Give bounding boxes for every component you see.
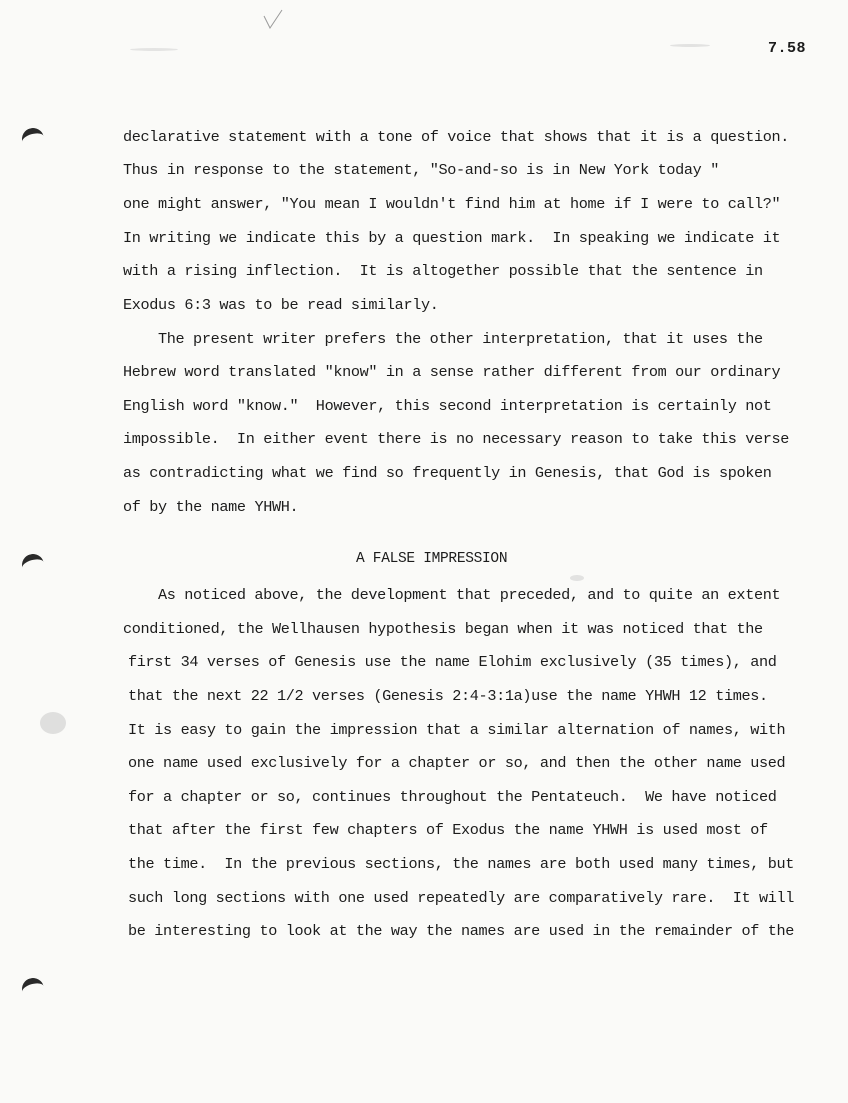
text-line: one name used exclusively for a chapter or so, and then the other name used xyxy=(128,754,786,772)
text-line: As noticed above, the development that preceded, and to quite an extent xyxy=(158,586,781,604)
text-line: Exodus 6:3 was to be read similarly. xyxy=(123,296,439,314)
binder-hole-mark-middle xyxy=(20,552,47,579)
text-line: It is easy to gain the impression that a similar alternation of names, with xyxy=(128,721,786,739)
text-line: such long sections with one used repeatedly are comparatively rare. It will xyxy=(128,889,795,907)
text-line: impossible. In either event there is no necessary reason to take this verse xyxy=(123,430,790,448)
scan-speck xyxy=(130,48,178,51)
text-line: Thus in response to the statement, "So-and-so is in New York today " xyxy=(123,161,719,179)
binder-hole-mark-top xyxy=(20,126,47,153)
text-line: the time. In the previous sections, the names are both used many times, but xyxy=(128,855,795,873)
text-line: first 34 verses of Genesis use the name Elohim exclusively (35 times), and xyxy=(128,653,777,671)
text-line: one might answer, "You mean I wouldn't find him at home if I were to call?" xyxy=(123,195,781,213)
text-line: The present writer prefers the other interpretation, that it uses the xyxy=(158,330,763,348)
text-line: for a chapter or so, continues throughout the Pentateuch. We have noticed xyxy=(128,788,777,806)
text-line: be interesting to look at the way the names are used in the remainder of the xyxy=(128,922,795,940)
section-heading: A FALSE IMPRESSION xyxy=(356,551,508,567)
text-line: In writing we indicate this by a question mark. In speaking we indicate it xyxy=(123,229,781,247)
scan-speck xyxy=(570,575,584,581)
text-line: of by the name YHWH. xyxy=(123,498,299,516)
text-line: conditioned, the Wellhausen hypothesis began when it was noticed that the xyxy=(123,620,763,638)
text-line: with a rising inflection. It is altogether possible that the sentence in xyxy=(123,262,763,280)
scan-speck xyxy=(40,712,66,734)
text-line: declarative statement with a tone of voice that shows that it is a question. xyxy=(123,128,790,146)
pencil-tick-mark xyxy=(262,8,284,30)
scan-speck xyxy=(670,44,710,47)
text-line: English word "know." However, this second interpretation is certainly not xyxy=(123,397,772,415)
text-line: as contradicting what we find so frequently in Genesis, that God is spoken xyxy=(123,464,772,482)
binder-hole-mark-bottom xyxy=(20,976,47,1003)
text-line: that the next 22 1/2 verses (Genesis 2:4-3:1a)use the name YHWH 12 times. xyxy=(128,687,768,705)
text-line: that after the first few chapters of Exodus the name YHWH is used most of xyxy=(128,821,768,839)
text-line: Hebrew word translated "know" in a sense rather different from our ordinary xyxy=(123,363,781,381)
page-number: 7.58 xyxy=(768,40,807,57)
